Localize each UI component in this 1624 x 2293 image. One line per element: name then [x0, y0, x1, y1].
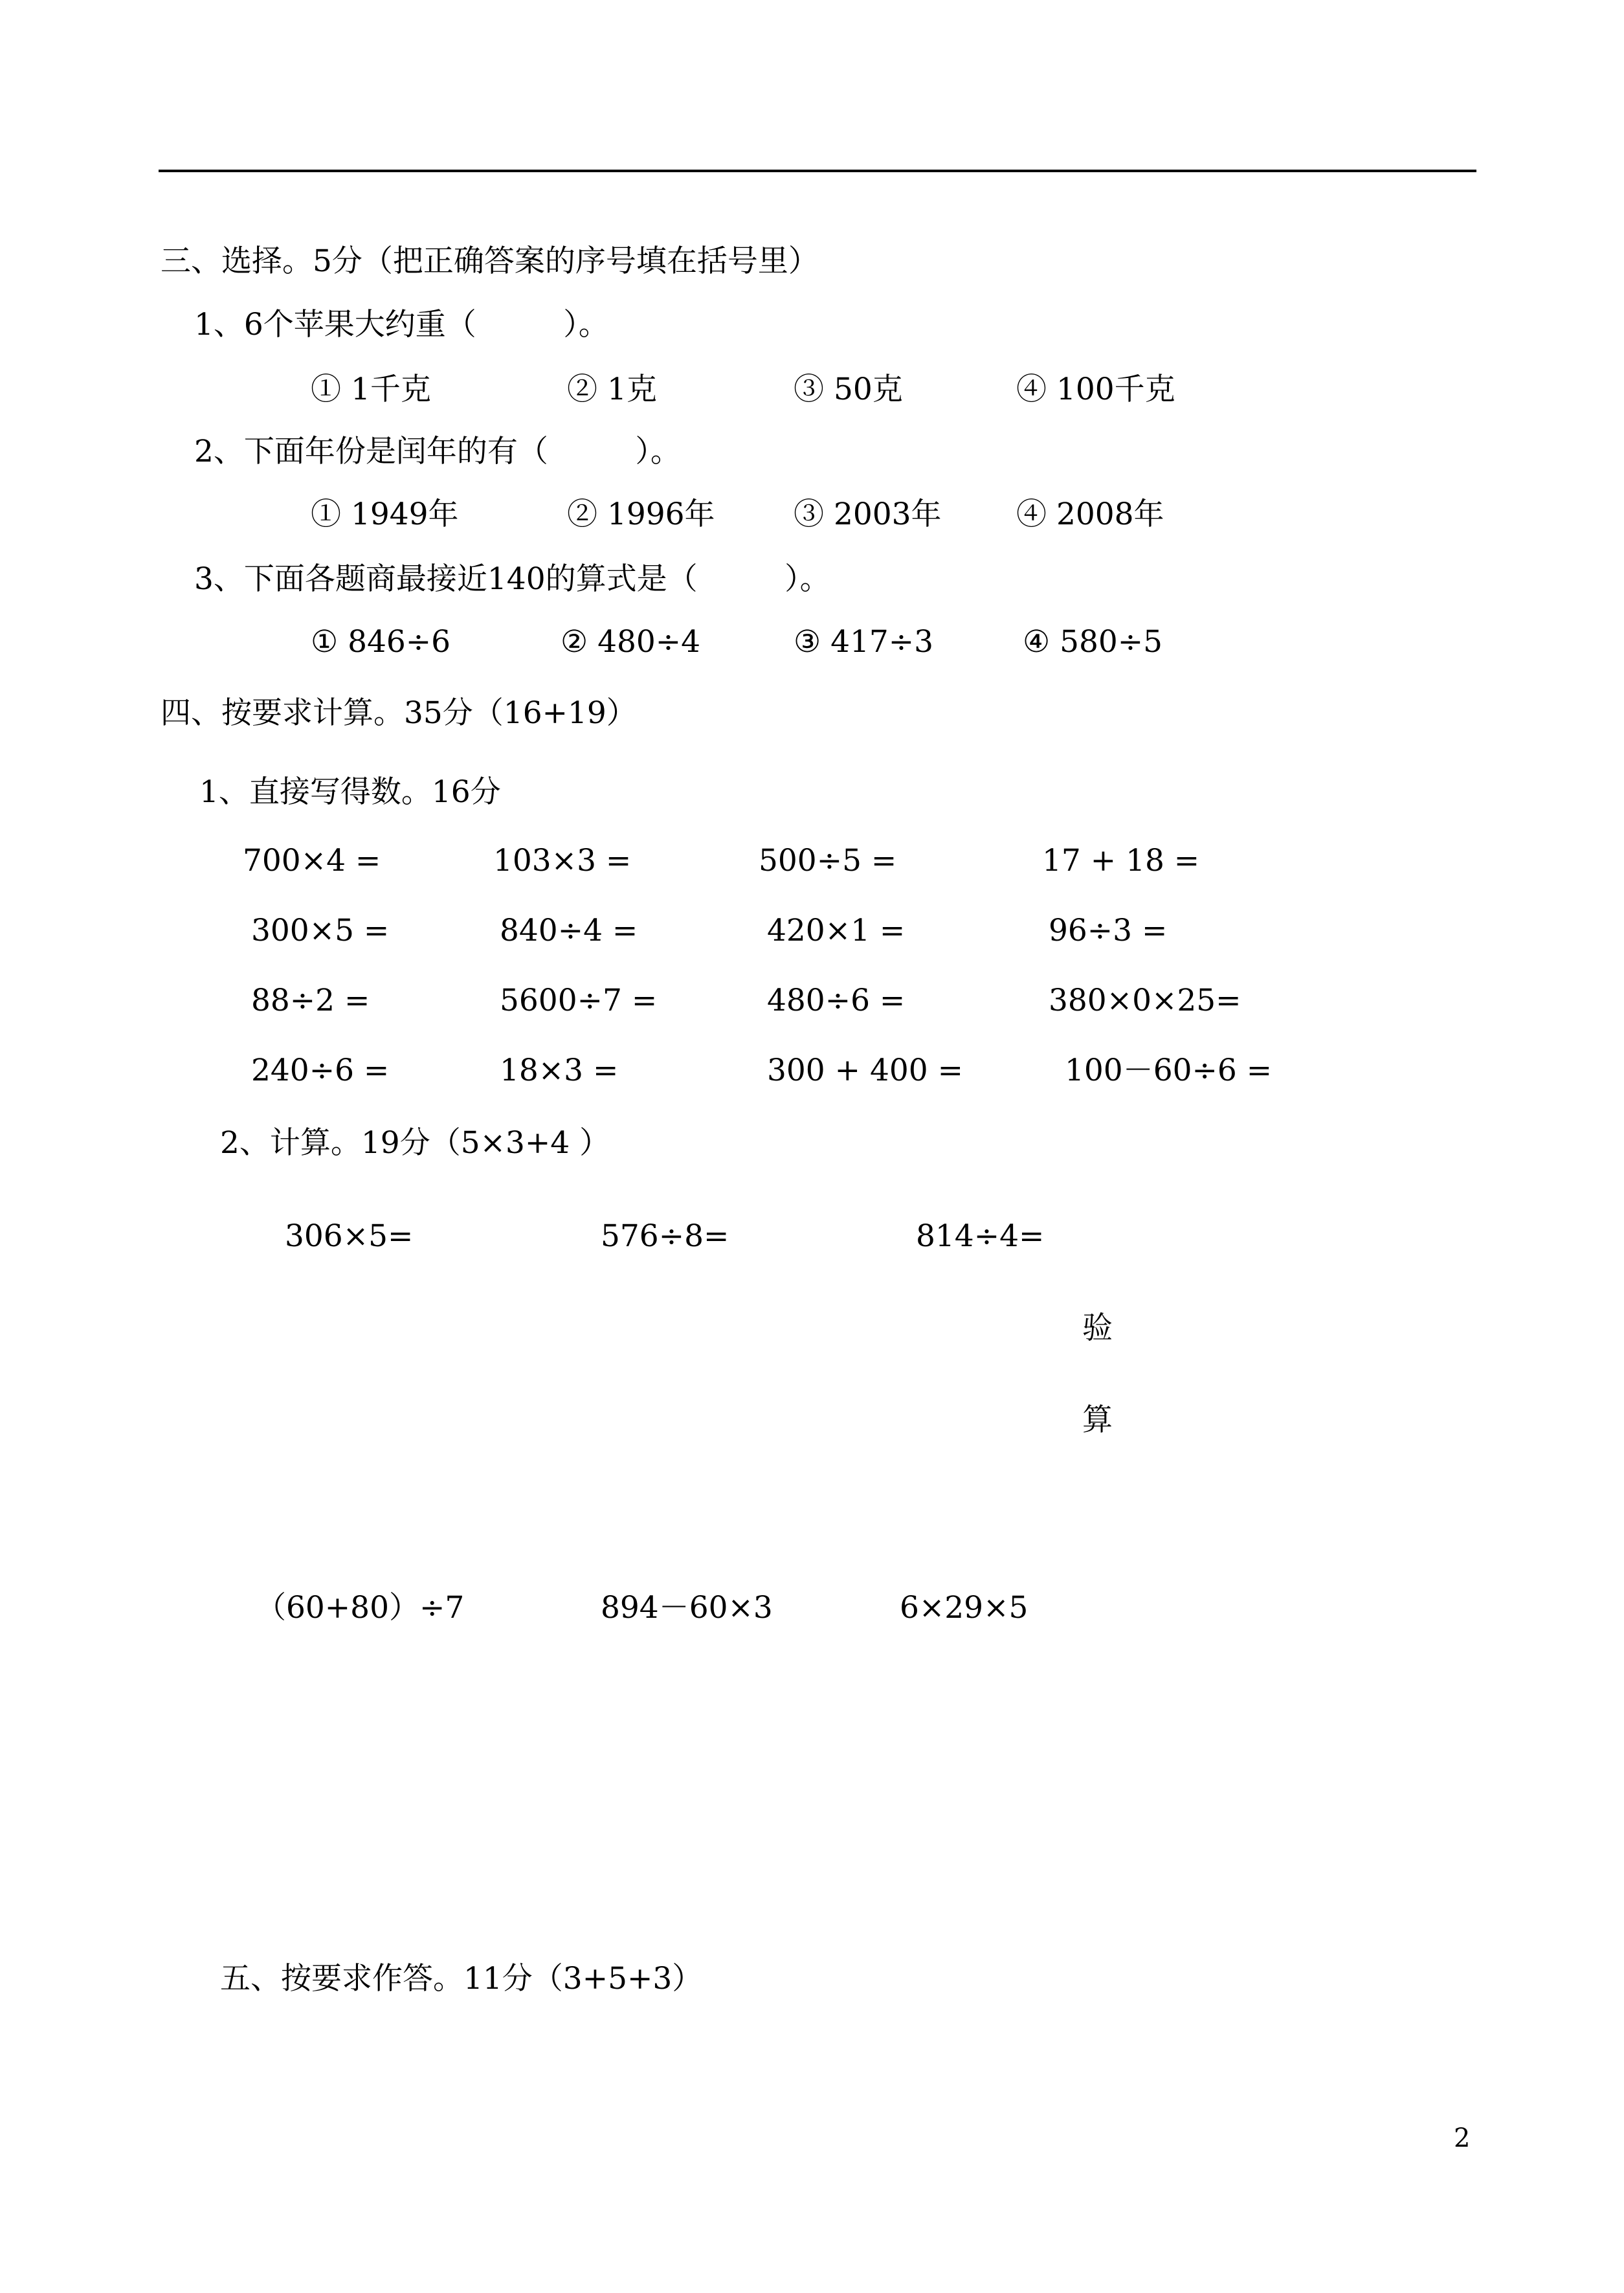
section-four-title: 四、按要求计算。35分（16+19）	[161, 695, 637, 731]
question-1-option-2: ② 1克	[567, 372, 657, 407]
question-2-stem: 2、下面年份是闰年的有（ ）。	[194, 434, 681, 469]
calc-problem: 6×29×5	[900, 1590, 1029, 1626]
oral-calc-item: 103×3 =	[493, 843, 632, 878]
calc-problem: 306×5=	[285, 1218, 414, 1254]
oral-calc-item: 5600÷7 =	[500, 983, 658, 1018]
check-label-2: 算	[1082, 1402, 1113, 1438]
question-2-option-2: ② 1996年	[567, 497, 715, 532]
calc-problem: 814÷4=	[916, 1218, 1045, 1254]
oral-calc-item: 100－60÷6 =	[1065, 1053, 1273, 1088]
oral-calc-item: 700×4 =	[243, 843, 381, 878]
part-1-title: 1、直接写得数。16分	[199, 774, 501, 810]
question-3-stem: 3、下面各题商最接近140的算式是（ ）。	[194, 561, 830, 597]
section-five-title: 五、按要求作答。11分（3+5+3）	[220, 1961, 703, 1997]
oral-calc-item: 300 + 400 =	[767, 1053, 963, 1088]
oral-calc-item: 240÷6 =	[251, 1053, 390, 1088]
oral-calc-item: 500÷5 =	[759, 843, 897, 878]
oral-calc-item: 840÷4 =	[500, 913, 638, 948]
oral-calc-item: 88÷2 =	[251, 983, 370, 1018]
question-1-option-1: ① 1千克	[311, 372, 431, 407]
calc-problem: 576÷8=	[601, 1218, 729, 1254]
oral-calc-item: 96÷3 =	[1049, 913, 1168, 948]
question-3-option-1: ① 846÷6	[311, 624, 451, 660]
question-2-option-4: ④ 2008年	[1016, 497, 1164, 532]
question-3-option-3: ③ 417÷3	[794, 624, 934, 660]
calc-problem: （60+80）÷7	[256, 1590, 465, 1626]
question-2-option-3: ③ 2003年	[794, 497, 942, 532]
oral-calc-item: 380×0×25=	[1049, 983, 1241, 1018]
section-three-title: 三、选择。5分（把正确答案的序号填在括号里）	[161, 243, 819, 279]
header-rule	[159, 170, 1476, 172]
oral-calc-item: 420×1 =	[767, 913, 906, 948]
question-1-option-4: ④ 100千克	[1016, 372, 1175, 407]
oral-calc-item: 300×5 =	[251, 913, 390, 948]
question-3-option-4: ④ 580÷5	[1023, 624, 1163, 660]
calc-problem: 894－60×3	[601, 1590, 773, 1626]
check-label-1: 验	[1082, 1310, 1113, 1346]
page-number: 2	[1454, 2123, 1471, 2153]
question-3-option-2: ② 480÷4	[561, 624, 701, 660]
question-2-option-1: ① 1949年	[311, 497, 459, 532]
oral-calc-item: 480÷6 =	[767, 983, 906, 1018]
question-1-option-3: ③ 50克	[794, 372, 903, 407]
question-1-stem: 1、6个苹果大约重（ ）。	[194, 307, 609, 342]
oral-calc-item: 18×3 =	[500, 1053, 619, 1088]
oral-calc-item: 17 + 18 =	[1042, 843, 1200, 878]
part-2-title: 2、计算。19分（5×3+4 ）	[220, 1125, 610, 1161]
